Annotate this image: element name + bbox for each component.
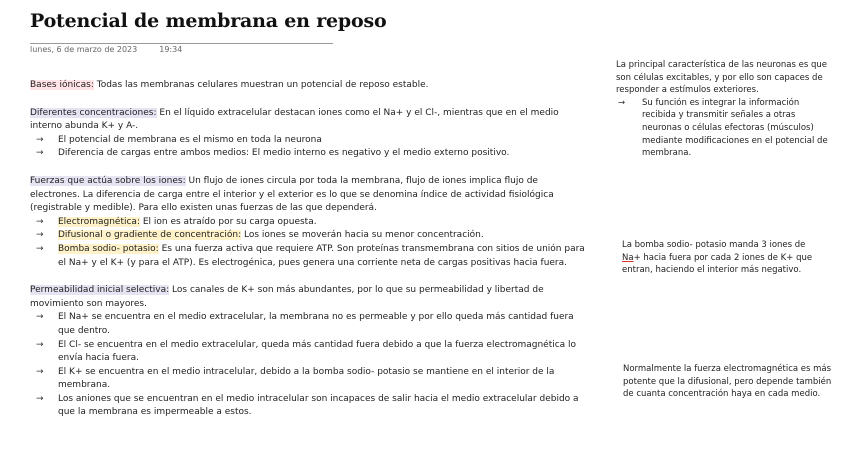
arrow-right-icon: → xyxy=(36,216,44,227)
list-item: → El K+ se encuentra en el medio intracelular, debido a la bomba sodio- potasio se mantiene en el interior de la membrana. xyxy=(36,366,555,391)
fuerzas-paragraph xyxy=(30,175,590,216)
concentraciones-paragraph xyxy=(30,107,590,134)
page-title: Potencial de membrana en reposo xyxy=(30,10,387,32)
arrow-right-icon: → xyxy=(36,230,44,241)
list-item: → El potencial de membrana es el mismo en toda la neurona xyxy=(30,134,590,148)
bases-text: Todas las membranas celulares muestran un potencial de reposo estable. xyxy=(93,80,429,90)
side-note-neuronas xyxy=(616,59,831,160)
list-item: → El Cl- se encuentra en el medio extracelular, queda más cantidad fuera debido a que la fuerza electromagnética lo envía hacia fuera. xyxy=(36,339,577,364)
difusional-label: Difusional o gradiente de concentración: xyxy=(58,230,242,241)
fuerzas-text: Un flujo de iones circula por toda la membrana, flujo de iones implica flujo de electrones. La diferencia de carga entre el interior y el exterior es lo que se denomina índice de actividad fisiológica (registrable y medible). Para ello existen unas fuerzas de las que dependerá. xyxy=(30,175,554,214)
bases-label: Bases iónicas: xyxy=(30,80,94,90)
permeabilidad-text: Los canales de K+ son más abundantes, por lo que su permeabilidad y libertad de movimiento son mayores. xyxy=(30,285,544,309)
concentraciones-label: Diferentes concentraciones: xyxy=(30,107,157,118)
page-meta xyxy=(30,45,182,54)
side-note-text: La bomba sodio- potasio manda 3 iones de Na+ hacia fuera por cada 2 iones de K+ que entran, haciendo el interior más negativo. xyxy=(622,240,813,276)
electromagnetica-label: Electromagnética: xyxy=(58,216,140,227)
list-item: → Difusional o gradiente de concentración: Los iones se moverán hacia su menor concentración. xyxy=(30,229,590,243)
arrow-right-icon: → xyxy=(36,243,44,254)
side-note-text: Normalmente la fuerza electromagnética es más potente que la difusional, pero depende también de cuanta concentración haya en cada medio. xyxy=(623,364,832,400)
side-note-bomba xyxy=(622,239,822,277)
arrow-right-icon: → xyxy=(36,134,44,145)
side-note-text: La principal característica de las neuronas es que son células excitables, y por ello son capaces de responder a estímulos exteriores. xyxy=(616,60,828,96)
title-divider xyxy=(30,43,333,44)
list-item: → Electromagnética: El ion es atraído por su carga opuesta. xyxy=(30,216,590,230)
page-time: 19:34 xyxy=(159,45,183,54)
list-item: → Su función es integrar la información recibida y transmitir señales a otras neuronas o células efectoras (músculos) mediante modificaciones en el potencial de membrana. xyxy=(618,97,828,159)
arrow-right-icon: → xyxy=(36,312,44,323)
list-item: → Diferencia de cargas entre ambos medios: El medio interno es negativo y el medio externo positivo. xyxy=(30,147,590,161)
arrow-right-icon: → xyxy=(36,339,44,350)
arrow-right-icon: → xyxy=(36,366,44,377)
side-note-fuerza xyxy=(623,363,833,401)
bomba-label: Bomba sodio- potasio: xyxy=(58,243,159,254)
concentraciones-text: En el líquido extracelular destacan iones como el Na+ y el Cl-, mientras que en el medio interno abunda K+ y A-. xyxy=(30,107,559,132)
fuerzas-label: Fuerzas que actúa sobre los iones: xyxy=(30,175,186,186)
list-item: → Bomba sodio- potasio: Es una fuerza activa que requiere ATP. Son proteínas transmembrana con sitios de unión para el Na+ y el K+ (y para el ATP). Es electrogénica, pues genera una corriente neta de cargas positivas hacia fuera. xyxy=(36,243,585,268)
main-note-body xyxy=(30,79,590,420)
arrow-right-icon: → xyxy=(36,148,44,159)
page-date: lunes, 6 de marzo de 2023 xyxy=(30,45,138,54)
permeabilidad-paragraph xyxy=(30,284,590,311)
spellcheck-underline: Na xyxy=(622,252,634,263)
list-item: → El Na+ se encuentra en el medio extracelular, la membrana no es permeable y por ello queda más cantidad fuera que dentro. xyxy=(36,312,574,336)
permeabilidad-label: Permeabilidad inicial selectiva: xyxy=(30,285,170,296)
arrow-right-icon: → xyxy=(618,97,626,108)
bases-paragraph xyxy=(30,79,590,93)
list-item: → Los aniones que se encuentran en el medio intracelular son incapaces de salir hacia el medio extracelular debido a que la membrana es impermeable a estos. xyxy=(36,393,579,418)
arrow-right-icon: → xyxy=(36,393,44,404)
